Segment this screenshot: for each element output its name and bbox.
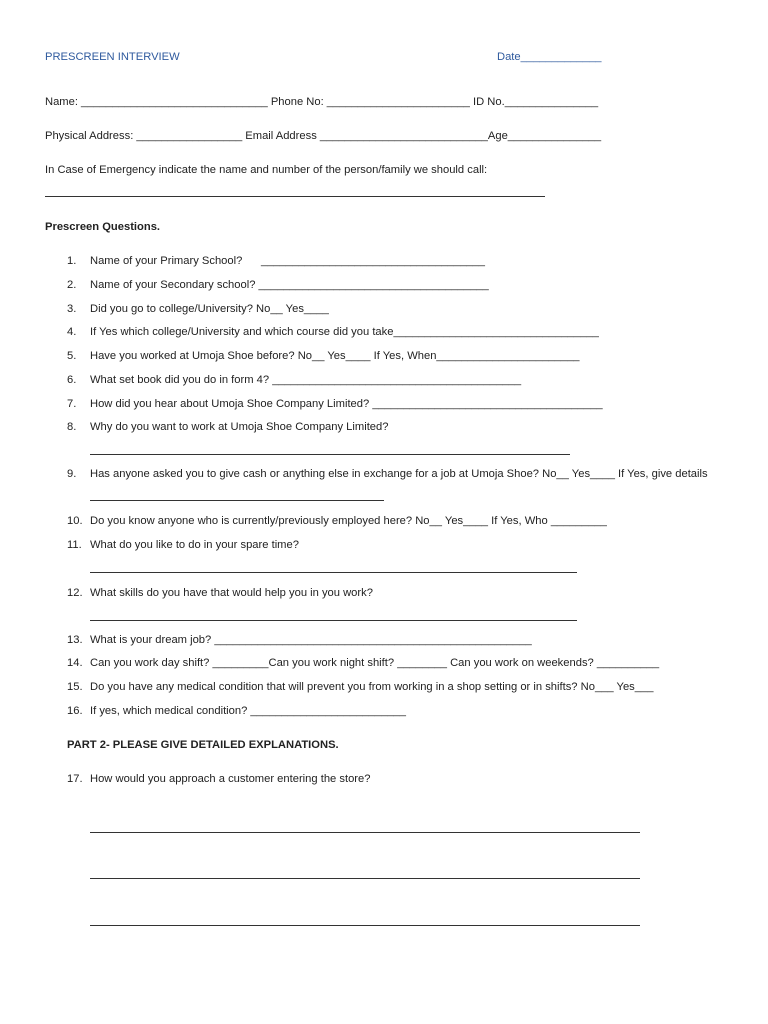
question-number: 2. (67, 279, 77, 291)
address-row[interactable]: Physical Address: _________________ Email Address ___________________________Age_______________ (45, 130, 602, 142)
question-number: 17. (67, 773, 83, 785)
answer-line-8[interactable] (90, 454, 570, 455)
question-number: 7. (67, 398, 77, 410)
question-text: If yes, which medical condition? _________________________ (90, 705, 406, 717)
question-text: Did you go to college/University? No__ Yes____ (90, 303, 329, 315)
question-text: What do you like to do in your spare time? (90, 539, 299, 551)
question-number: 11. (67, 539, 82, 551)
question-text: Why do you want to work at Umoja Shoe Company Limited? (90, 421, 389, 433)
question-number: 14. (67, 657, 83, 669)
question-number: 15. (67, 681, 83, 693)
question-number: 6. (67, 374, 77, 386)
answer-line-9[interactable] (90, 500, 384, 501)
question-text: What is your dream job? ___________________________________________________ (90, 634, 532, 646)
question-text: Name of your Secondary school? _____________________________________ (90, 279, 489, 291)
question-text: Can you work day shift? _________Can you work night shift? ________ Can you work on weekends? __________ (90, 657, 660, 669)
question-number: 5. (67, 350, 77, 362)
answer-line-17a[interactable] (90, 832, 640, 833)
emergency-contact-line[interactable] (45, 196, 545, 197)
emergency-contact-prompt: In Case of Emergency indicate the name and number of the person/family we should call: (45, 164, 488, 176)
personal-details-row[interactable]: Name: ______________________________ Phone No: _______________________ ID No._______________ (45, 96, 599, 108)
answer-line-12[interactable] (90, 620, 577, 621)
question-text: Do you know anyone who is currently/previously employed here? No__ Yes____ If Yes, Who _________ (90, 515, 607, 527)
section-title-part2: PART 2- PLEASE GIVE DETAILED EXPLANATIONS. (67, 739, 339, 751)
question-text: How did you hear about Umoja Shoe Company Limited? _____________________________________ (90, 398, 603, 410)
answer-line-17b[interactable] (90, 878, 640, 879)
question-text: How would you approach a customer entering the store? (90, 773, 371, 785)
question-text: Has anyone asked you to give cash or anything else in exchange for a job at Umoja Shoe? No__ Yes____ If Yes, give details (90, 468, 708, 480)
question-number: 12. (67, 587, 83, 599)
form-title: PRESCREEN INTERVIEW (45, 51, 180, 63)
date-field[interactable]: Date_____________ (497, 51, 602, 63)
answer-line-17c[interactable] (90, 925, 640, 926)
question-text: What skills do you have that would help you in you work? (90, 587, 373, 599)
question-text: Have you worked at Umoja Shoe before? No__ Yes____ If Yes, When_______________________ (90, 350, 580, 362)
answer-line-11[interactable] (90, 572, 577, 573)
question-text: If Yes which college/University and which course did you take_________________________________ (90, 326, 599, 338)
question-number: 9. (67, 468, 77, 480)
question-number: 8. (67, 421, 77, 433)
question-number: 4. (67, 326, 77, 338)
question-number: 13. (67, 634, 83, 646)
question-text: What set book did you do in form 4? ________________________________________ (90, 374, 522, 386)
question-text: Do you have any medical condition that will prevent you from working in a shop setting or in shifts? No___ Yes___ (90, 681, 654, 693)
question-number: 1. (67, 255, 77, 267)
question-number: 16. (67, 705, 83, 717)
question-number: 3. (67, 303, 77, 315)
question-number: 10. (67, 515, 83, 527)
section-title-prescreen: Prescreen Questions. (45, 221, 161, 233)
question-text: Name of your Primary School? ____________________________________ (90, 255, 485, 267)
